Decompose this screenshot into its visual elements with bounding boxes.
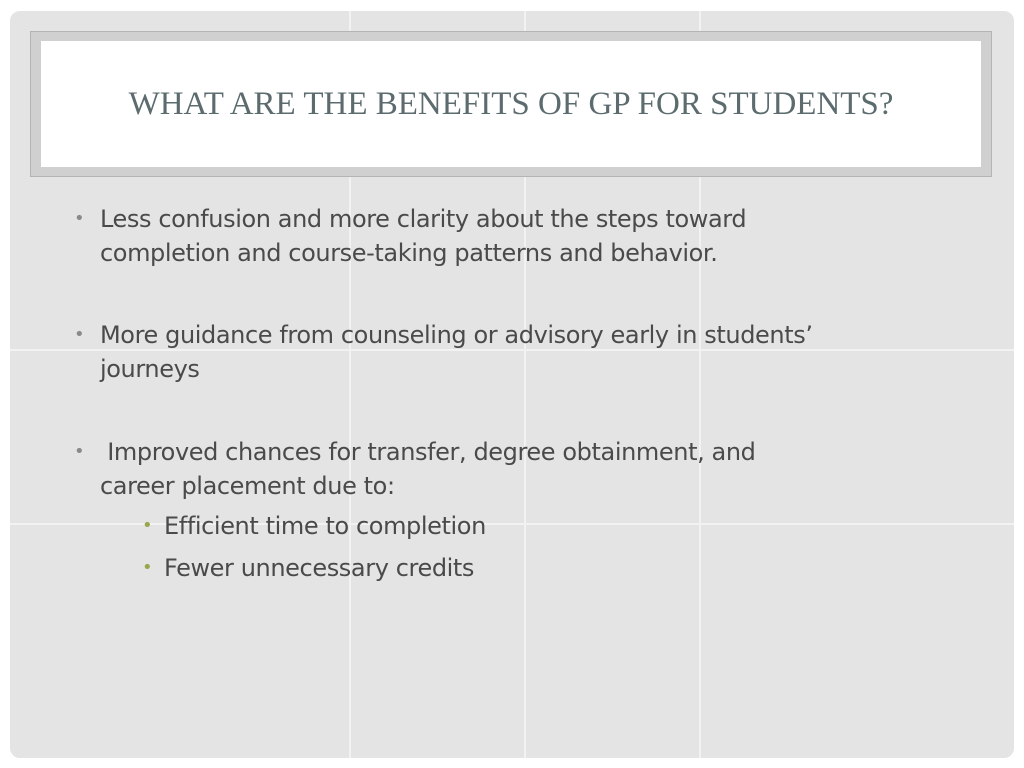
bullet-dot-icon: • <box>74 324 85 345</box>
bullet-item <box>74 318 960 386</box>
bullet-item <box>74 202 960 270</box>
sub-bullet-text: Efficient time to completion <box>164 512 486 540</box>
sub-bullet-dot-icon: • <box>142 557 153 578</box>
slide-title: WHAT ARE THE BENEFITS OF GP FOR STUDENTS? <box>128 85 894 122</box>
bullet-text-line: More guidance from counseling or advisory early in students’ <box>100 321 813 349</box>
sub-bullet-text: Fewer unnecessary credits <box>164 554 475 582</box>
slide-content <box>10 11 1014 758</box>
sub-bullet-item <box>142 551 475 585</box>
sub-bullet-dot-icon: • <box>142 515 153 536</box>
bullet-dot-icon: • <box>74 208 85 229</box>
bullet-text-line: Improved chances for transfer, degree obtainment, and <box>100 438 756 466</box>
bullet-text-line: Less confusion and more clarity about the steps toward <box>100 205 747 233</box>
sub-bullet-item <box>142 509 486 543</box>
bullet-dot-icon: • <box>74 441 85 462</box>
bullet-item <box>74 435 960 503</box>
bullet-text-line: career placement due to: <box>100 472 395 500</box>
bullet-text-line: journeys <box>100 355 200 383</box>
slide <box>10 11 1014 758</box>
bullet-text-line: completion and course-taking patterns and behavior. <box>100 239 718 267</box>
